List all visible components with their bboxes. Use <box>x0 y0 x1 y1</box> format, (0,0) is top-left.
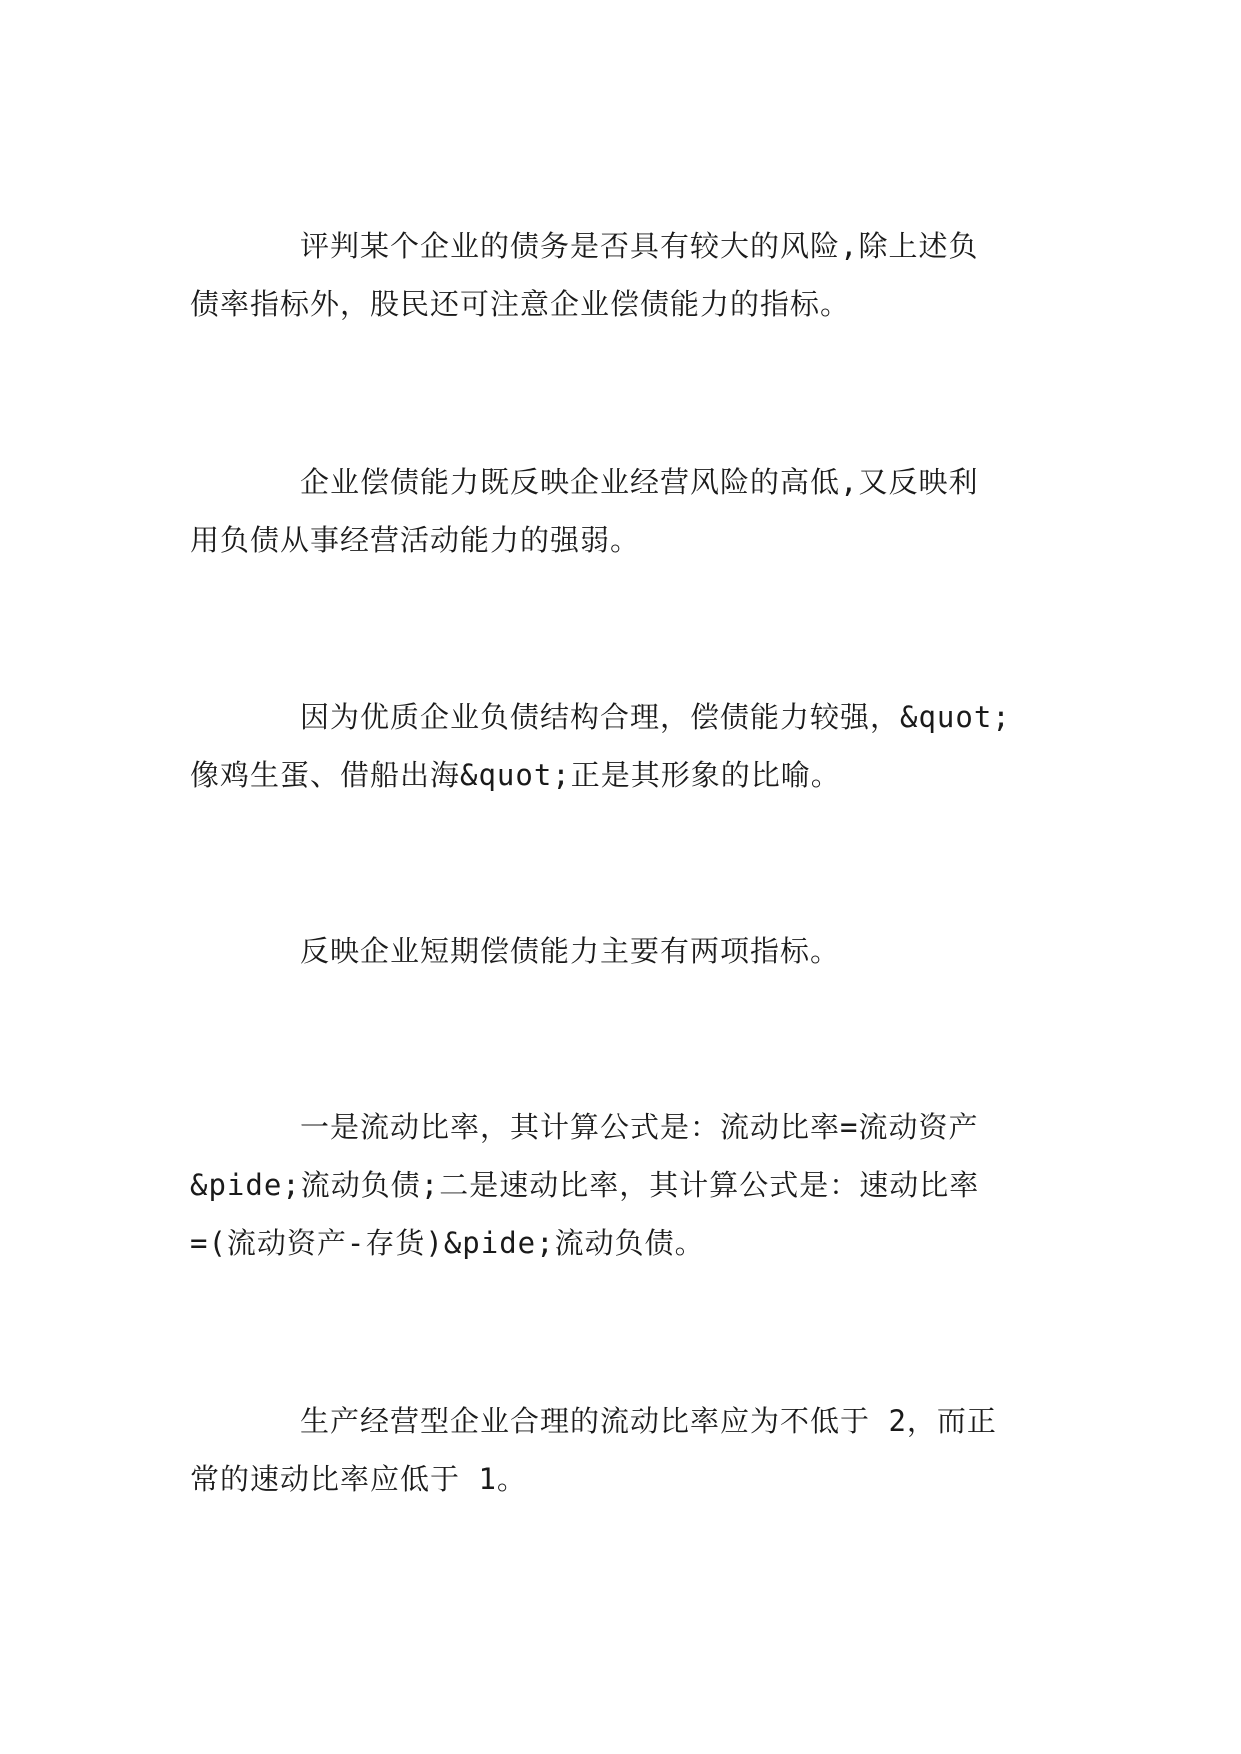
paragraph-line: 用负债从事经营活动能力的强弱。 <box>190 523 641 557</box>
paragraph-solvency-meaning <box>190 453 1070 569</box>
paragraph-reasonable-ratios <box>190 1392 1070 1508</box>
paragraph-line: 企业偿债能力既反映企业经营风险的高低,又反映利 <box>300 465 979 499</box>
paragraph-line: &pide;流动负债;二是速动比率，其计算公式是：速动比率 <box>190 1168 980 1202</box>
paragraph-line: 生产经营型企业合理的流动比率应为不低于 2，而正 <box>300 1404 997 1438</box>
paragraph-line: 一是流动比率，其计算公式是：流动比率=流动资产 <box>300 1110 979 1144</box>
paragraph-line: 常的速动比率应低于 1。 <box>190 1462 527 1496</box>
paragraph-line: 因为优质企业负债结构合理，偿债能力较强，&quot; <box>300 700 1011 734</box>
paragraph-line: 评判某个企业的债务是否具有较大的风险,除上述负 <box>300 229 979 263</box>
paragraph-quality-enterprise <box>190 688 1070 804</box>
paragraph-debt-risk <box>190 217 1070 333</box>
paragraph-ratio-formulas <box>190 1098 1070 1272</box>
paragraph-line: =(流动资产-存货)&pide;流动负债。 <box>190 1226 705 1260</box>
paragraph-line: 债率指标外，股民还可注意企业偿债能力的指标。 <box>190 287 851 321</box>
paragraph-line: 反映企业短期偿债能力主要有两项指标。 <box>300 934 841 968</box>
paragraph-line: 像鸡生蛋、借船出海&quot;正是其形象的比喻。 <box>190 758 841 792</box>
paragraph-short-term-indicators <box>190 922 1070 980</box>
